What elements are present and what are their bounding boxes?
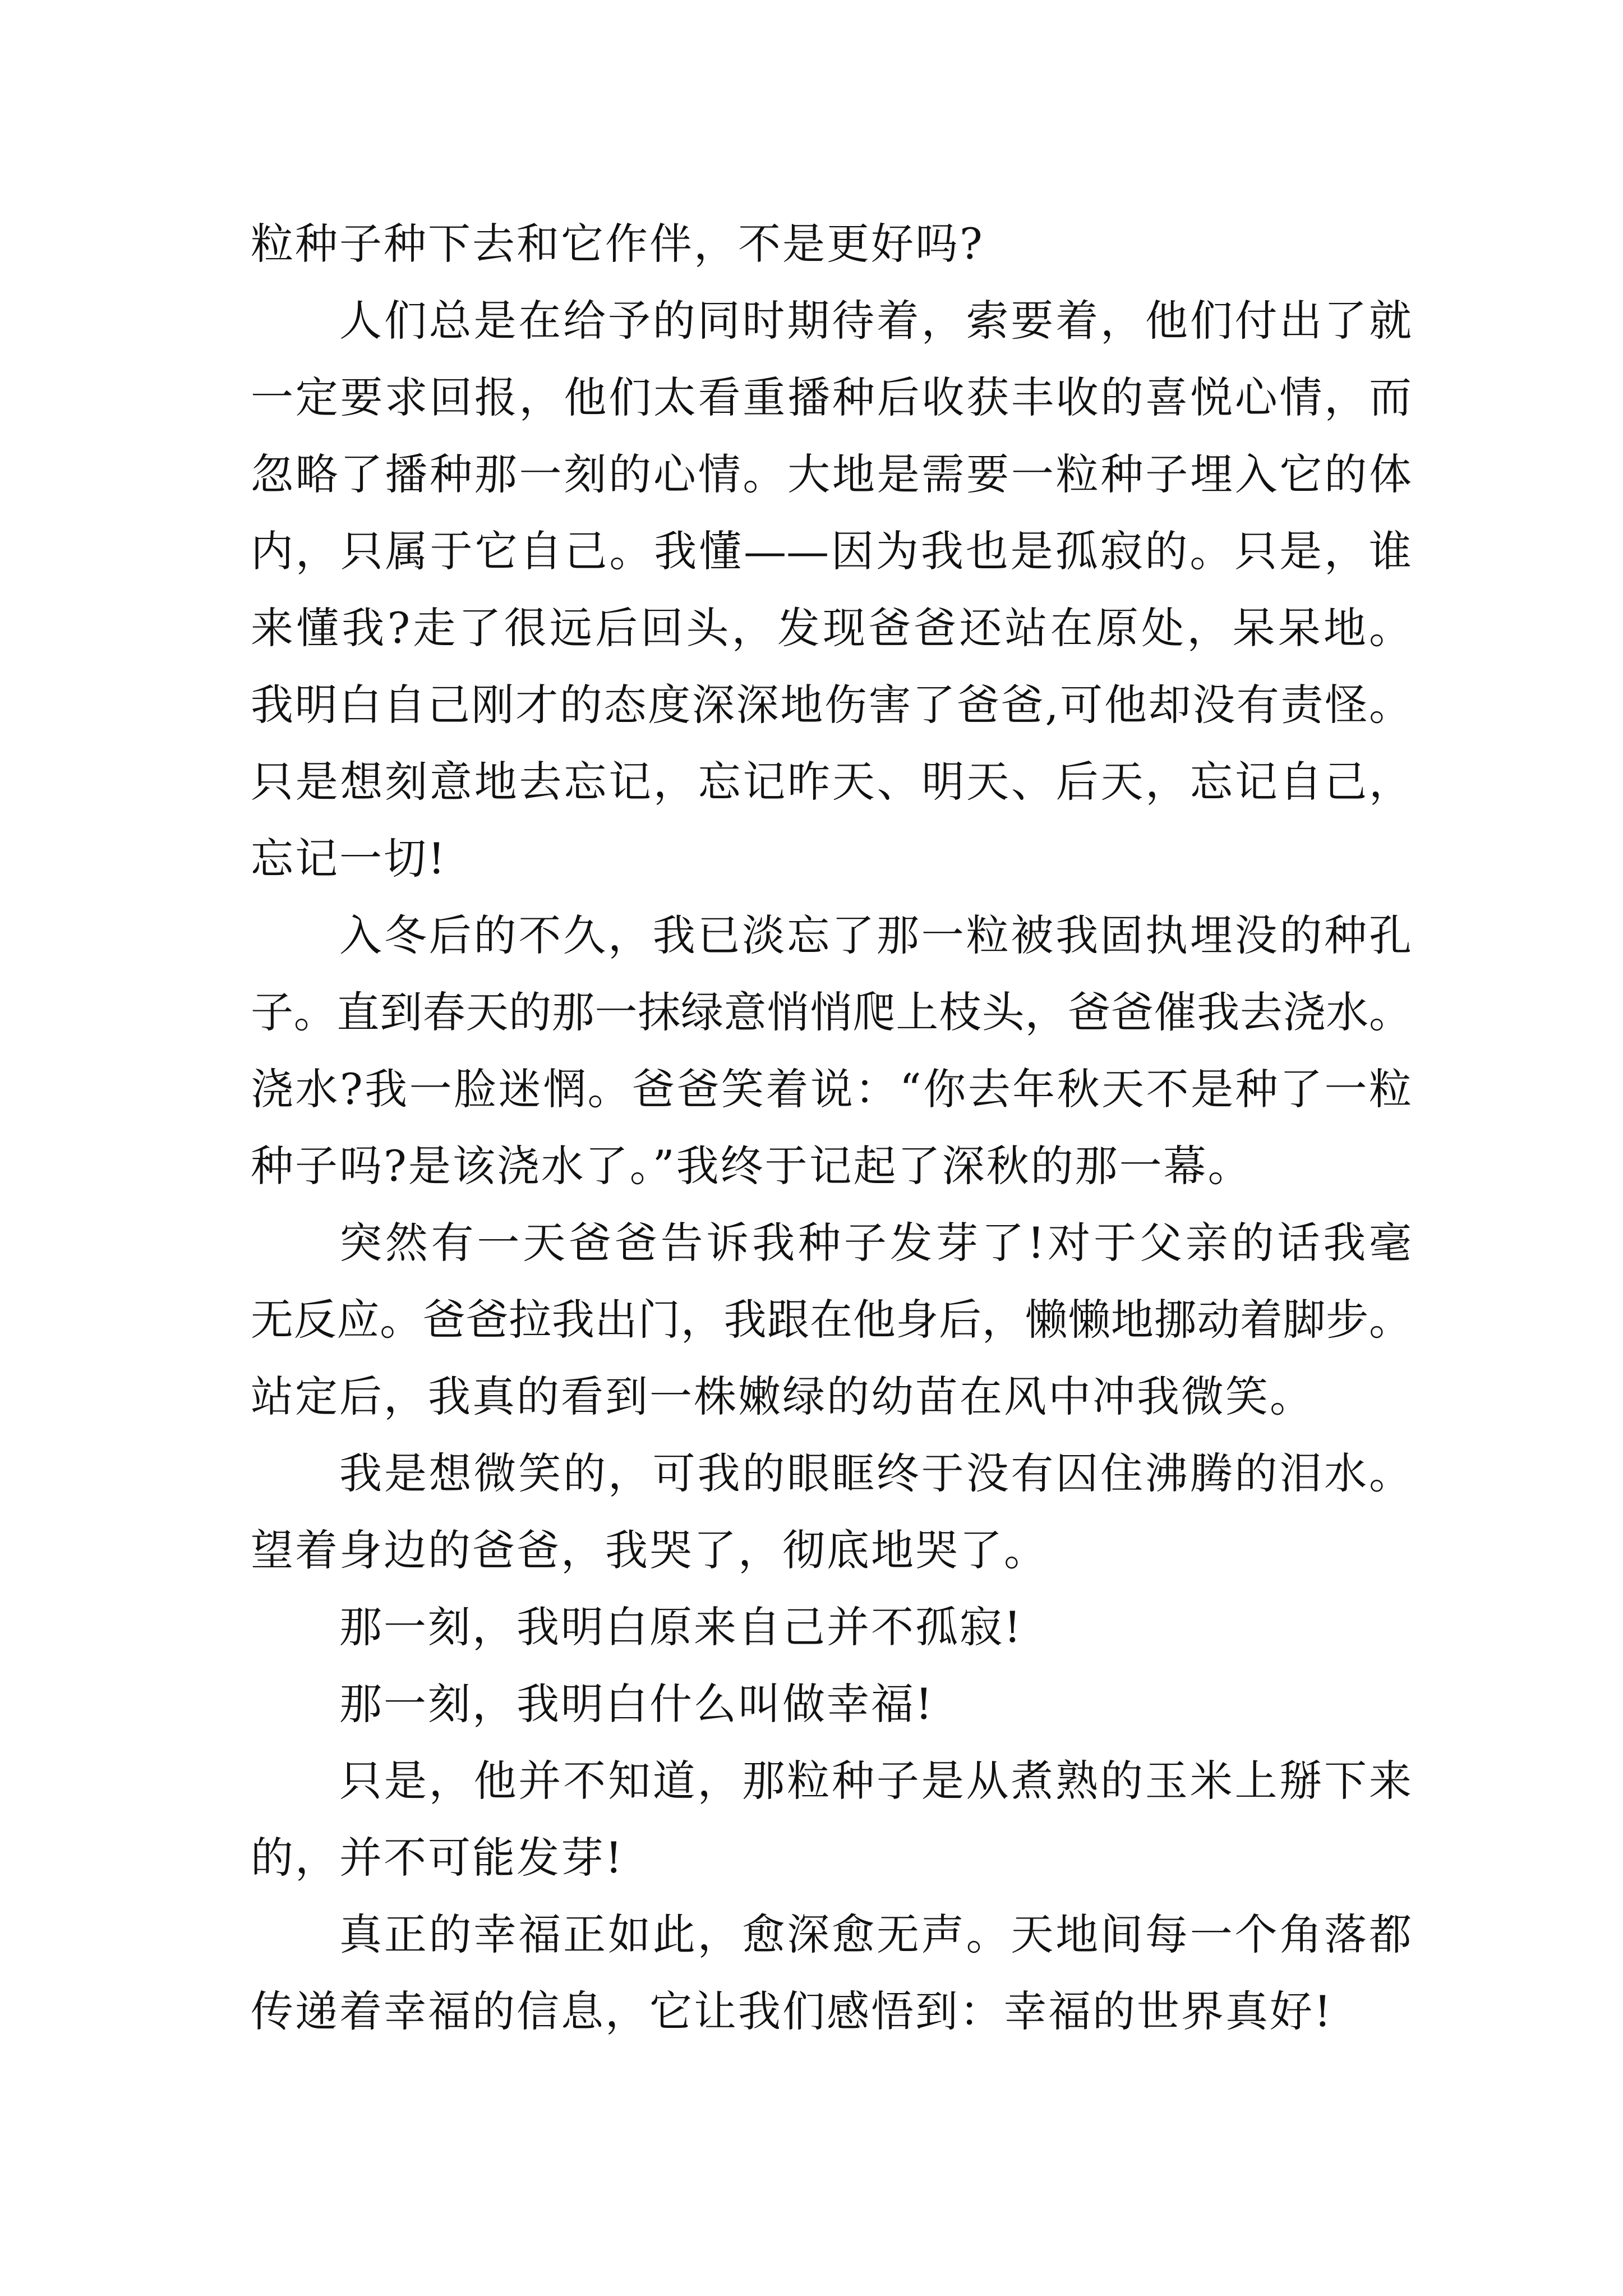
text-line: 那一刻，我明白什么叫做幸福! — [339, 1679, 934, 1729]
paragraph — [251, 1896, 1412, 2050]
text-line: 一定要求回报，他们太看重播种后收获丰收的喜悦心情，而 — [251, 372, 1412, 422]
text-line: 真正的幸福正如此，愈深愈无声。天地间每一个角落都 — [339, 1910, 1412, 1959]
paragraph — [251, 897, 1412, 1204]
paragraph-continuation — [251, 205, 1412, 282]
text-line: 突然有一天爸爸告诉我种子发芽了!对于父亲的话我毫 — [339, 1218, 1412, 1268]
text-line: 那一刻，我明白原来自己并不孤寂! — [339, 1602, 1023, 1652]
text-line: 我是想微笑的，可我的眼眶终于没有囚住沸腾的泪水。 — [339, 1448, 1412, 1498]
text-line: 我明白自己刚才的态度深深地伤害了爸爸,可他却没有责怪。 — [251, 680, 1412, 730]
text-line: 浇水?我一脸迷惘。爸爸笑着说：“你去年秋天不是种了一粒 — [251, 1064, 1412, 1114]
text-line: 种子吗?是该浇水了。”我终于记起了深秋的那一幕。 — [251, 1141, 1252, 1191]
text-line: 的，并不可能发芽! — [251, 1833, 624, 1883]
paragraph — [251, 1665, 1412, 1742]
paragraph — [251, 1435, 1412, 1589]
paragraph — [251, 1204, 1412, 1435]
text-line: 入冬后的不久，我已淡忘了那一粒被我固执埋没的种孔 — [339, 910, 1412, 960]
text-line: 人们总是在给予的同时期待着，索要着，他们付出了就 — [339, 296, 1412, 346]
paragraph — [251, 1742, 1412, 1896]
text-line: 传递着幸福的信息，它让我们感悟到：幸福的世界真好! — [251, 1986, 1333, 2036]
text-line: 只是想刻意地去忘记，忘记昨天、明天、后天，忘记自己， — [251, 757, 1412, 807]
text-line: 站定后，我真的看到一株嫩绿的幼苗在风中冲我微笑。 — [251, 1372, 1314, 1421]
text-line: 子。直到春天的那一抹绿意悄悄爬上枝头，爸爸催我去浇水。 — [251, 987, 1412, 1037]
text-line: 望着身边的爸爸，我哭了，彻底地哭了。 — [251, 1525, 1048, 1575]
paragraph — [251, 1589, 1412, 1665]
text-line: 忽略了播种那一刻的心情。大地是需要一粒种子埋入它的体 — [251, 449, 1412, 499]
paragraph — [251, 282, 1412, 897]
text-line: 无反应。爸爸拉我出门，我跟在他身后，懒懒地挪动着脚步。 — [251, 1295, 1412, 1345]
text-line: 只是，他并不知道，那粒种子是从煮熟的玉米上掰下来 — [339, 1756, 1412, 1806]
text-line: 内，只属于它自己。我懂——因为我也是孤寂的。只是，谁 — [251, 526, 1412, 576]
text-line: 忘记一切! — [251, 834, 447, 884]
document-body — [251, 205, 1412, 2050]
text-line: 粒种子种下去和它作伴，不是更好吗? — [251, 219, 984, 269]
text-line: 来懂我?走了很远后回头，发现爸爸还站在原处，呆呆地。 — [251, 603, 1412, 653]
